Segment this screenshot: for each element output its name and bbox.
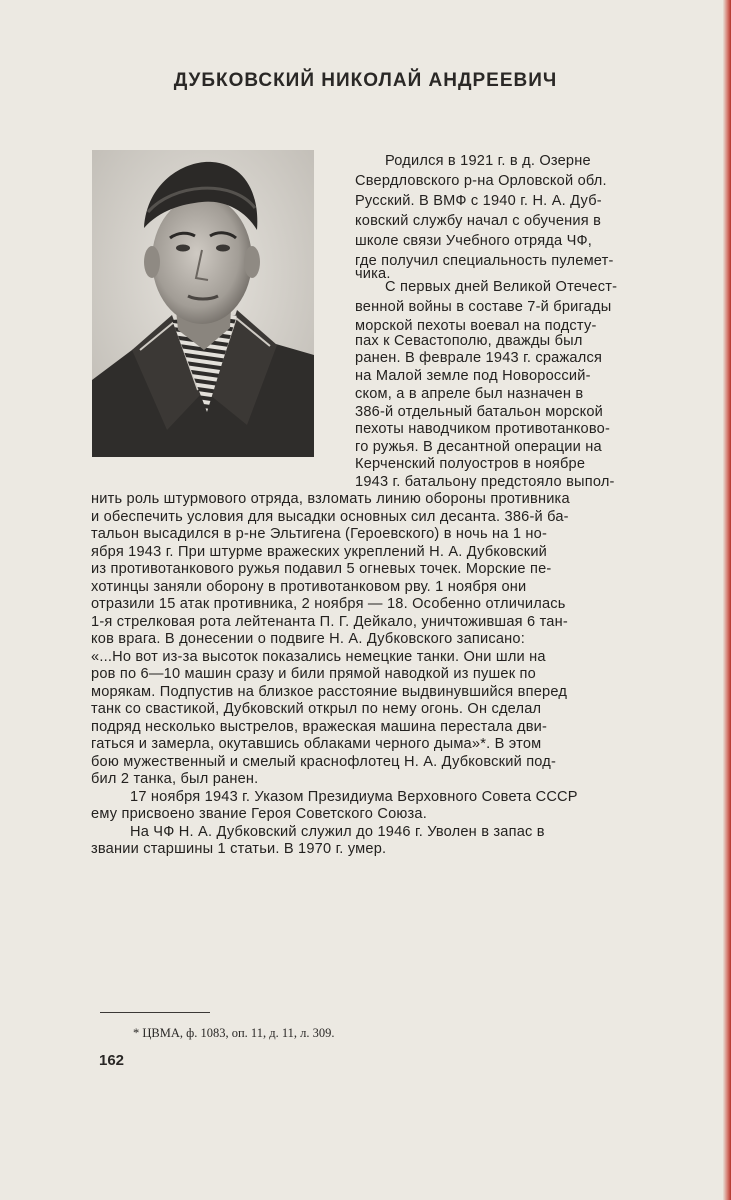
- text-line: и обеспечить условия для высадки основных сил десанта. 386-й ба-: [91, 509, 569, 525]
- text-line: чика.: [355, 266, 391, 282]
- text-line: из противотанкового ружья подавил 5 огневых точек. Морские пе-: [91, 561, 552, 577]
- footnote: * ЦВМА, ф. 1083, оп. 11, д. 11, л. 309.: [133, 1026, 335, 1040]
- text-line: ском, а в апреле был назначен в: [355, 386, 584, 402]
- text-line: ков врага. В донесении о подвиге Н. А. Дубковского записано:: [91, 631, 525, 647]
- text-line: танк со свастикой, Дубковский открыл по нему огонь. Он сделал: [91, 701, 542, 717]
- text-line: С первых дней Великой Отечест-: [385, 279, 618, 295]
- text-line: подряд несколько выстрелов, вражеская машина перестала дви-: [91, 719, 548, 735]
- text-line: бил 2 танка, был ранен.: [91, 771, 259, 787]
- text-line: 386-й отдельный батальон морской: [355, 404, 604, 420]
- text-line: ранен. В феврале 1943 г. сражался: [355, 350, 603, 366]
- text-line: го ружья. В десантной операции на: [355, 439, 602, 455]
- text-line: на Малой земле под Новороссий-: [355, 368, 591, 384]
- text-line: Родился в 1921 г. в д. Озерне: [385, 153, 591, 169]
- text-line: где получил специальность пулемет-: [355, 253, 614, 269]
- text-line: ров по 6—10 машин сразу и били прямой наводкой из пушек по: [91, 666, 536, 682]
- page-number: 162: [99, 1052, 125, 1069]
- text-line: «...Но вот из-за высоток показались немецкие танки. Они шли на: [91, 649, 546, 665]
- text-line: отразили 15 атак противника, 2 ноября — 18. Особенно отличилась: [91, 596, 566, 612]
- text-line: венной войны в составе 7-й бригады: [355, 299, 612, 315]
- text-line: бою мужественный и смелый краснофлотец Н. А. Дубковский под-: [91, 754, 557, 770]
- page-edge: [723, 0, 731, 1200]
- text-line: 17 ноября 1943 г. Указом Президиума Верховного Совета СССР: [130, 789, 578, 805]
- text-line: морской пехоты воевал на подсту-: [355, 318, 597, 334]
- text-line: пах к Севастополю, дважды был: [355, 333, 583, 349]
- text-line: пехоты наводчиком противотанково-: [355, 421, 610, 437]
- text-line: 1943 г. батальону предстояло выпол-: [355, 474, 615, 490]
- text-line: гаться и замерла, окутавшись облаками черного дыма»*. В этом: [91, 736, 542, 752]
- text-line: звании старшины 1 статьи. В 1970 г. умер.: [91, 841, 387, 857]
- portrait-photo: [92, 150, 314, 457]
- footnote-rule: [100, 1012, 210, 1013]
- text-line: хотинцы заняли оборону в противотанковом рву. 1 ноября они: [91, 579, 527, 595]
- text-line: нить роль штурмового отряда, взломать линию обороны противника: [91, 491, 570, 507]
- text-line: ковский службу начал с обучения в: [355, 213, 602, 229]
- text-line: На ЧФ Н. А. Дубковский служил до 1946 г. Уволен в запас в: [130, 824, 545, 840]
- text-line: тальон высадился в р-не Эльтигена (Героевского) в ночь на 1 но-: [91, 526, 548, 542]
- text-line: ему присвоено звание Героя Советского Союза.: [91, 806, 427, 822]
- page-title: ДУБКОВСКИЙ НИКОЛАЙ АНДРЕЕВИЧ: [173, 70, 558, 91]
- text-line: Свердловского р-на Орловской обл.: [355, 173, 607, 189]
- text-line: школе связи Учебного отряда ЧФ,: [355, 233, 593, 249]
- text-line: Керченский полуостров в ноябре: [355, 456, 586, 472]
- text-line: 1-я стрелковая рота лейтенанта П. Г. Дейкало, уничтожившая 6 тан-: [91, 614, 568, 630]
- text-line: Русский. В ВМФ с 1940 г. Н. А. Дуб-: [355, 193, 602, 209]
- text-line: морякам. Подпустив на близкое расстояние выдвинувшийся вперед: [91, 684, 568, 700]
- text-line: ября 1943 г. При штурме вражеских укреплений Н. А. Дубковский: [91, 544, 548, 560]
